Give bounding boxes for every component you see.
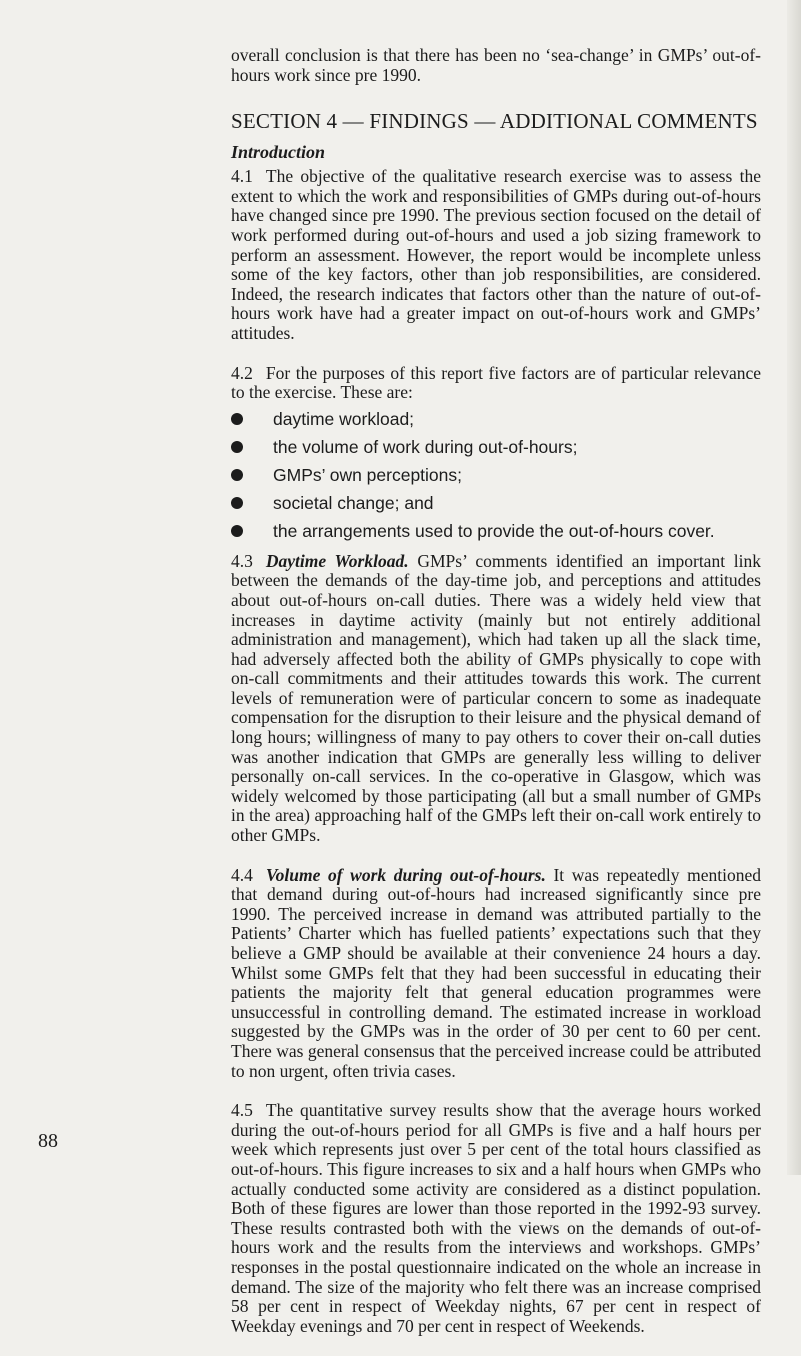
paragraph-text: It was repeatedly mentioned that demand during out-of-hours had increased significantly since pre 1990. The perceived increase in demand was attributed partially to the Patients’ Charter which has fuelled patients’ expectations such that they believe a GMP should be available at their convenience 24 hours a day. Whilst some GMPs felt that they had been successful in educating their patients the majority felt that general education programmes were unsuccessful in controlling demand. The estimated increase in workload suggested by the GMPs was in the order of 30 per cent to 60 per cent. There was general consensus that the perceived increase could be attributed to non urgent, often trivia cases. <box>231 864 761 1081</box>
paragraph-number: 4.1 <box>231 166 253 187</box>
subheading-introduction: Introduction <box>231 142 326 163</box>
intro-paragraph: overall conclusion is that there has been no ‘sea-change’ in GMPs’ out-of-hours work since pre 1990. <box>231 45 761 85</box>
paragraph-4-4 <box>231 866 761 1082</box>
paragraph-number: 4.2 <box>231 362 253 383</box>
paragraph-text: The objective of the qualitative research exercise was to assess the extent to which the work and responsibilities of GMPs during out-of-hours have changed since pre 1990. The previous section focused on the detail of work performed during out-of-hours and used a job sizing framework to perform an assessment. However, the report would be incomplete unless some of the key factors, other than job responsibilities, are considered. Indeed, the research indicates that factors other than the nature of out-of-hours work have had a greater impact on out-of-hours work and GMPs’ attitudes. <box>231 166 761 343</box>
paragraph-lead: Volume of work during out-of-hours. <box>265 864 546 885</box>
paragraph-number: 4.4 <box>231 864 253 885</box>
list-item-text: the arrangements used to provide the out-of-hours cover. <box>273 520 715 541</box>
factor-list <box>231 409 761 541</box>
list-item <box>231 465 761 485</box>
page-content <box>231 46 761 1356</box>
paragraph-4-3 <box>231 552 761 846</box>
bullet-icon <box>231 525 243 537</box>
paragraph-text: For the purposes of this report five factors are of particular relevance to the exercise. These are: <box>231 362 761 403</box>
list-item <box>231 437 761 457</box>
list-item-text: societal change; and <box>273 492 434 513</box>
paragraph-number: 4.3 <box>231 550 253 571</box>
paragraph-number: 4.5 <box>231 1100 253 1121</box>
paragraph-lead: Daytime Workload. <box>265 550 409 571</box>
list-item-text: the volume of work during out-of-hours; <box>273 436 578 457</box>
paragraph-4-2 <box>231 364 761 403</box>
paragraph-text: GMPs’ comments identified an important link between the demands of the day-time job, and perceptions and attitudes about out-of-hours on-call duties. There was a widely held view that increases in daytime activity (mainly but not entirely additional administration and management), which had taken up all the slack time, had adversely affected both the ability of GMPs physically to cope with on-call commitments and their attitudes towards this work. The current levels of remuneration were of particular concern to some as inadequate compensation for the disruption to their leisure and the physical demand of long hours; willingness of many to pay others to cover their on-call duties was another indication that GMPs are generally less willing to deliver personally on-call services. In the co-operative in Glasgow, which was widely welcomed by those participating (all but a small number of GMPs in the area) approaching half of the GMPs left their on-call work entirely to other GMPs. <box>231 550 762 846</box>
paragraph-4-1 <box>231 167 761 343</box>
bullet-icon <box>231 413 243 425</box>
list-item-text: GMPs’ own perceptions; <box>273 464 463 485</box>
page-edge-shadow <box>787 0 801 1175</box>
paragraph-text: The quantitative survey results show that the average hours worked during the out-of-hours period for all GMPs is five and a half hours per week which represents just over 5 per cent of the total hours classified as out-of-hours. This figure increases to six and a half hours when GMPs who actually conducted some activity are considered as a distinct population. Both of these figures are lower than those reported in the 1992-93 survey. These results contrasted both with the views on the demands of out-of-hours work and the results from the interviews and workshops. GMPs’ responses in the postal questionnaire indicated on the whole an increase in demand. The size of the majority who felt there was an increase comprised 58 per cent in respect of Weekday nights, 67 per cent in respect of Weekday evenings and 70 per cent in respect of Weekends. <box>231 1100 761 1336</box>
bullet-icon <box>231 441 243 453</box>
list-item <box>231 521 761 541</box>
list-item <box>231 493 761 513</box>
bullet-icon <box>231 469 243 481</box>
section-title: SECTION 4 — FINDINGS — ADDITIONAL COMMENTS <box>231 109 758 134</box>
list-item <box>231 409 761 429</box>
paragraph-4-5 <box>231 1101 761 1336</box>
page-number: 88 <box>38 1130 58 1152</box>
list-item-text: daytime workload; <box>273 408 415 429</box>
bullet-icon <box>231 497 243 509</box>
